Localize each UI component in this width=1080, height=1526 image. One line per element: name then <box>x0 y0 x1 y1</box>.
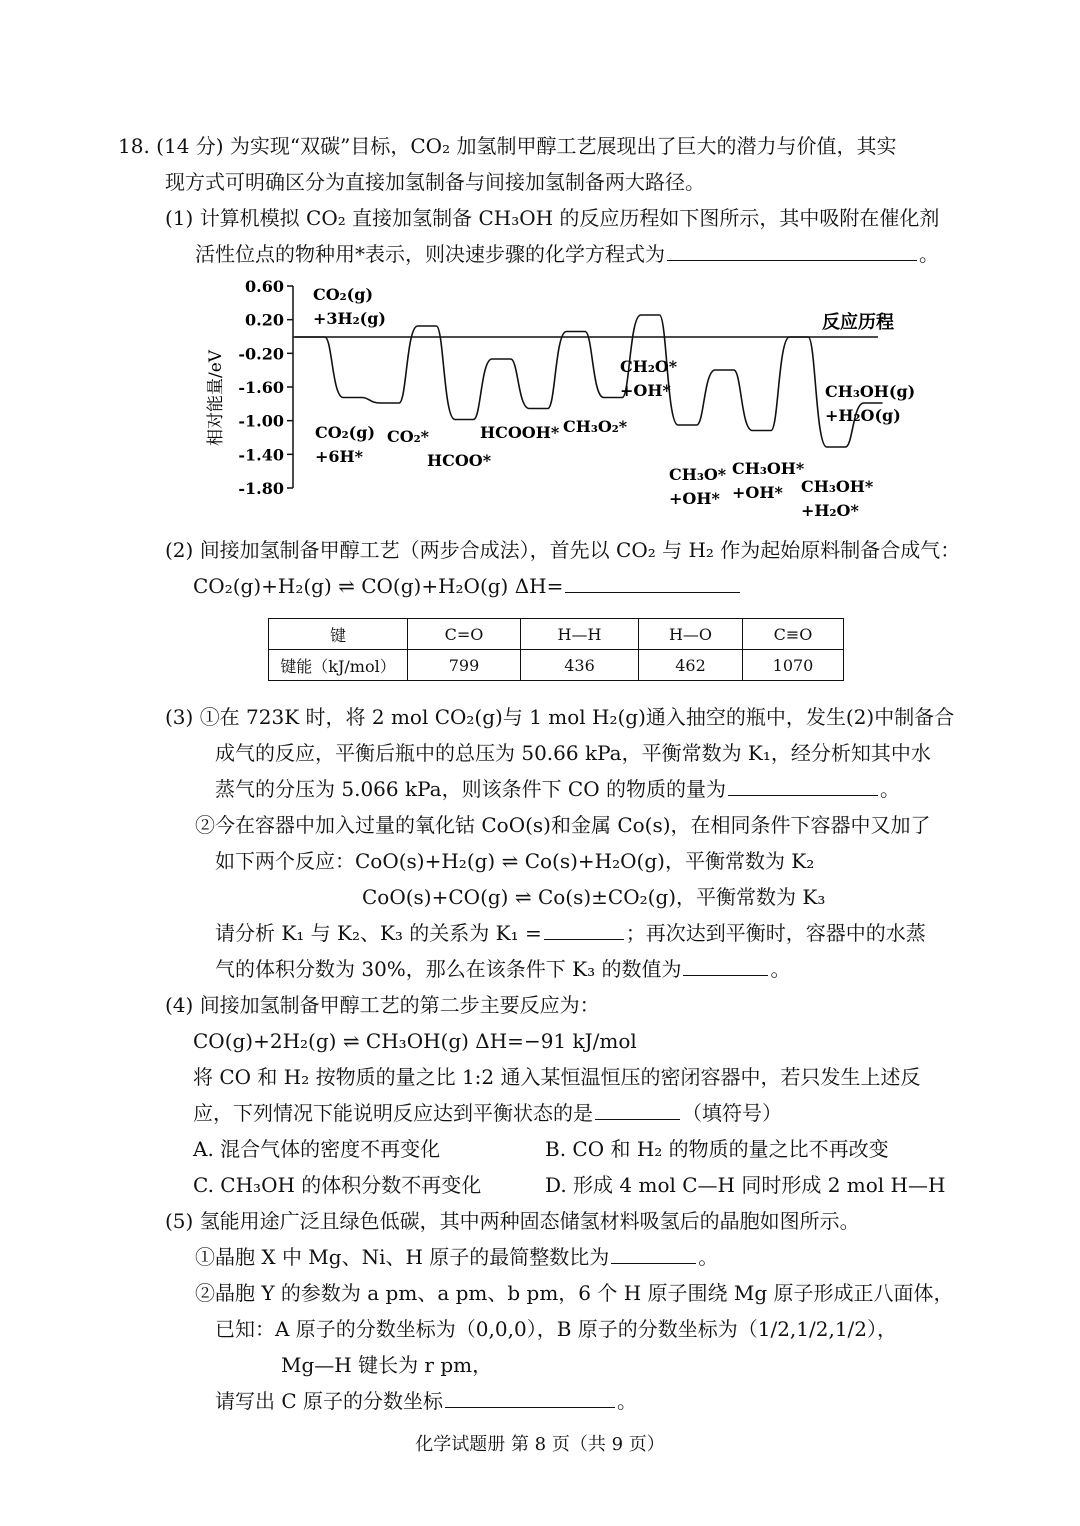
answer-blank-8[interactable] <box>445 1387 615 1408</box>
answer-blank-7[interactable] <box>611 1243 696 1264</box>
y-tick-label: -1.40 <box>238 445 284 465</box>
y-tick-label: -1.00 <box>238 411 284 431</box>
table-cell: 键 <box>269 619 408 650</box>
punct: 。 <box>919 242 939 266</box>
part5-line3: ②晶胞 Y 的参数为 a pm、a pm、b pm，6 个 H 原子围绕 Mg 原子形成正八面体， <box>195 1281 954 1305</box>
part3-line8 <box>215 955 790 983</box>
answer-blank-6[interactable] <box>595 1099 680 1120</box>
chart-ylabel: 相对能量/eV <box>206 349 226 447</box>
part5-line5: Mg—H 键长为 r pm， <box>281 1353 493 1377</box>
part3-text: 蒸气的分压为 5.066 kPa，则该条件下 CO 的物质的量为 <box>215 777 726 801</box>
part1-text: 活性位点的物种用*表示，则决速步骤的化学方程式为 <box>195 242 665 266</box>
part3-line3 <box>215 775 900 803</box>
part5-line2 <box>195 1243 718 1271</box>
state-label: CH₃OH* <box>801 477 874 496</box>
state-label: HCOO* <box>427 451 492 470</box>
bond-energy-table <box>268 618 844 681</box>
part1-line2 <box>195 240 939 268</box>
chart-title: 反应历程 <box>822 312 894 333</box>
part5-line4: 已知：A 原子的分数坐标为（0,0,0），B 原子的分数坐标为（1/2,1/2,1/2）， <box>215 1317 898 1341</box>
table-cell: C=O <box>408 619 521 650</box>
table-cell: C≡O <box>743 619 844 650</box>
chart-ticks <box>238 277 293 498</box>
y-tick-label: 0.60 <box>245 277 284 296</box>
state-label: CH₂O* <box>620 357 678 376</box>
part3-line1: (3) ①在 723K 时，将 2 mol CO₂(g)与 1 mol H₂(g)通入抽空的瓶中，发生(2)中制备合 <box>165 705 955 729</box>
part2-line1: (2) 间接加氢制备甲醇工艺（两步合成法），首先以 CO₂ 与 H₂ 作为起始原料制备合成气： <box>165 538 961 562</box>
state-label: CO₂(g) <box>313 285 374 304</box>
part5-text: ①晶胞 X 中 Mg、Ni、H 原子的最简整数比为 <box>195 1245 610 1269</box>
energy-profile-chart <box>195 270 915 520</box>
table-cell: 799 <box>408 650 521 681</box>
state-label-sub: +6H* <box>315 447 364 466</box>
state-label: HCOOH* <box>480 423 560 442</box>
part4-line2: 将 CO 和 H₂ 按物质的量之比 1:2 通入某恒温恒压的密闭容器中，若只发生上述反 <box>193 1065 921 1089</box>
part3-line2: 成气的反应，平衡后瓶中的总压为 50.66 kPa，平衡常数为 K₁，经分析知其中水 <box>215 741 931 765</box>
part3-line4: ②今在容器中加入过量的氧化钴 CoO(s)和金属 Co(s)，在相同条件下容器中又加了 <box>195 813 931 837</box>
part5-line6 <box>215 1387 637 1415</box>
part2-eq <box>193 572 742 600</box>
part1-line1: (1) 计算机模拟 CO₂ 直接加氢制备 CH₃OH 的反应历程如下图所示，其中吸附在催化剂 <box>165 206 940 230</box>
state-label: CO₂* <box>387 427 430 446</box>
y-tick-label: 0.20 <box>245 310 284 330</box>
part3-text: 气的体积分数为 30%，那么在该条件下 K₃ 的数值为 <box>215 957 682 981</box>
question-intro-1: 18. (14 分) 为实现“双碳”目标，CO₂ 加氢制甲醇工艺展现出了巨大的潜力与价值，其实 <box>118 134 897 158</box>
punct: 。 <box>698 1245 719 1269</box>
answer-blank-1[interactable] <box>667 240 917 261</box>
y-tick-label: -1.80 <box>238 479 284 498</box>
part4-eq: CO(g)+2H₂(g) ⇌ CH₃OH(g) ΔH=−91 kJ/mol <box>193 1029 637 1053</box>
table-cell: H—O <box>639 619 743 650</box>
part5-line1: (5) 氢能用途广泛且绿色低碳，其中两种固态储氢材料吸氢后的晶胞如图所示。 <box>165 1209 860 1233</box>
part3-line5: 如下两个反应：CoO(s)+H₂(g) ⇌ Co(s)+H₂O(g)，平衡常数为 K₂ <box>215 849 815 873</box>
table-cell: 1070 <box>743 650 844 681</box>
state-label: CH₃OH(g) <box>825 382 915 401</box>
answer-blank-3[interactable] <box>728 775 878 796</box>
part3-text: 请分析 K₁ 与 K₂、K₃ 的关系为 K₁ = <box>215 921 542 945</box>
state-label-sub: +H₂O* <box>801 501 859 520</box>
table-cell: 436 <box>521 650 639 681</box>
state-label: CO₂(g) <box>315 423 376 442</box>
answer-blank-5[interactable] <box>683 955 768 976</box>
table-cell: 462 <box>639 650 743 681</box>
state-label: CH₃OH* <box>732 459 805 478</box>
table-row <box>269 650 844 681</box>
y-tick-label: -0.20 <box>238 344 284 364</box>
question-intro-2: 现方式可明确区分为直接加氢制备与间接加氢制备两大路径。 <box>165 170 705 194</box>
state-label-sub: +OH* <box>732 483 783 502</box>
state-label-sub: +OH* <box>669 489 720 508</box>
part4-text: 应，下列情况下能说明反应达到平衡状态的是 <box>193 1101 593 1125</box>
state-label-sub: +3H₂(g) <box>313 309 386 328</box>
punct: 。 <box>770 957 791 981</box>
answer-blank-4[interactable] <box>544 919 624 940</box>
punct: 。 <box>880 777 900 801</box>
table-cell: 键能（kJ/mol） <box>269 650 408 681</box>
option-b: B. CO 和 H₂ 的物质的量之比不再改变 <box>545 1137 889 1161</box>
state-label-sub: +OH* <box>620 381 671 400</box>
answer-blank-2[interactable] <box>565 572 740 593</box>
part3-line7 <box>215 919 926 947</box>
part3-line6: CoO(s)+CO(g) ⇌ Co(s)±CO₂(g)，平衡常数为 K₃ <box>362 885 826 909</box>
part4-line1: (4) 间接加氢制备甲醇工艺的第二步主要反应为： <box>165 993 600 1017</box>
part4-text: （填符号） <box>682 1101 782 1125</box>
state-label: CH₃O* <box>669 465 727 484</box>
table-row <box>269 619 844 650</box>
state-label: CH₃O₂* <box>563 417 628 436</box>
option-a: A. 混合气体的密度不再变化 <box>193 1137 441 1161</box>
part2-eq-text: CO₂(g)+H₂(g) ⇌ CO(g)+H₂O(g) ΔH= <box>193 574 564 598</box>
part4-line3 <box>193 1099 782 1127</box>
y-tick-label: -1.60 <box>238 378 284 397</box>
page-footer: 化学试题册 第 8 页（共 9 页） <box>415 1434 665 1455</box>
state-label-sub: +H₂O(g) <box>825 406 901 425</box>
part3-text: ；再次达到平衡时，容器中的水蒸 <box>625 921 926 945</box>
punct: 。 <box>617 1389 638 1413</box>
option-c: C. CH₃OH 的体积分数不再变化 <box>193 1173 482 1197</box>
part5-text: 请写出 C 原子的分数坐标 <box>215 1389 444 1413</box>
table-cell: H—H <box>521 619 639 650</box>
option-d: D. 形成 4 mol C—H 同时形成 2 mol H—H <box>545 1173 946 1197</box>
